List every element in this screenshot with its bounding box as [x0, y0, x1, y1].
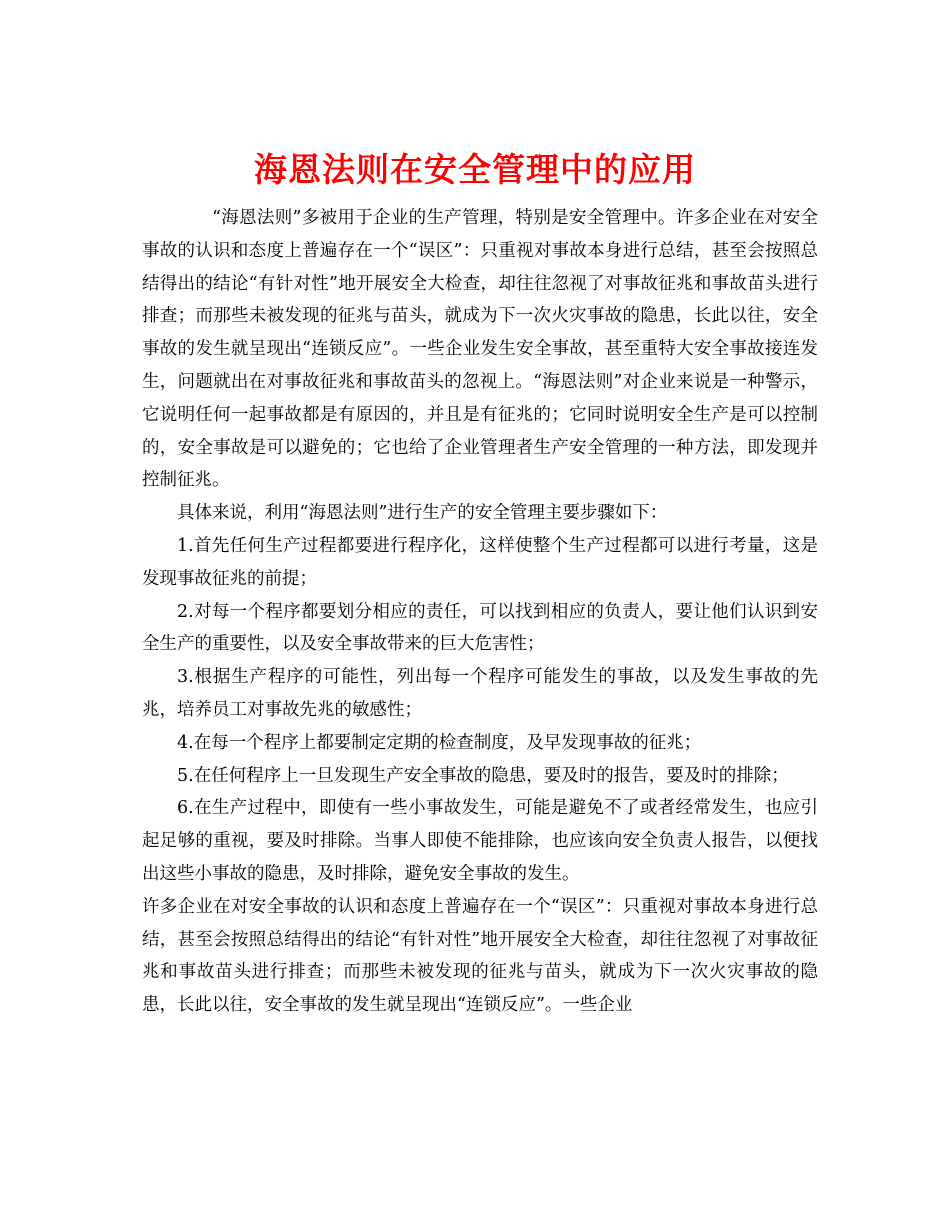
- paragraph-steps-lead: 具体来说，利用“海恩法则”进行生产的安全管理主要步骤如下：: [177, 503, 668, 524]
- list-item-step-6: 6.在生产过程中，即使有一些小事故发生，可能是避免不了或者经常发生，也应引起足够的重视，要及时排除。当事人即使不能排除，也应该向安全负责人报告，以便找出这些小事故的隐患，及时排除，避免安全事故的发生。: [142, 798, 818, 884]
- page-title: 海恩法则在安全管理中的应用: [254, 150, 696, 190]
- list-item-step-4: 4.在每一个程序上都要制定定期的检查制度，及早发现事故的征兆；: [177, 732, 702, 753]
- list-item-step-3: 3.根据生产程序的可能性，列出每一个程序可能发生的事故，以及发生事故的先兆，培养员工对事故先兆的敏感性；: [142, 667, 818, 720]
- paragraph-intro: “海恩法则”多被用于企业的生产管理，特别是安全管理中。许多企业在对安全事故的认识和态度上普遍存在一个“误区”：只重视对事故本身进行总结，甚至会按照总结得出的结论“有针对性”地开展安全大检查，却往往忽视了对事故征兆和事故苗头进行排查；而那些未被发现的征兆与苗头，就成为下一次火灾事故的隐患，长此以往，安全事故的发生就呈现出“连锁反应”。一些企业发生安全事故，甚至重特大安全事故接连发生，问题就出在对事故征兆和事故苗头的忽视上。“海恩法则”对企业来说是一种警示，它说明任何一起事故都是有原因的，并且是有征兆的；它同时说明安全生产是可以控制的，安全事故是可以避免的；它也给了企业管理者生产安全管理的一种方法，即发现并控制征兆。: [142, 208, 818, 491]
- list-item-step-2: 2.对每一个程序都要划分相应的责任，可以找到相应的负责人，要让他们认识到安全生产的重要性，以及安全事故带来的巨大危害性；: [142, 601, 818, 655]
- list-item-step-1: 1.首先任何生产过程都要进行程序化，这样使整个生产过程都可以进行考量，这是发现事故征兆的前提；: [142, 535, 818, 589]
- paragraph-repeat: 许多企业在对安全事故的认识和态度上普遍存在一个“误区”：只重视对事故本身进行总结，甚至会按照总结得出的结论“有针对性”地开展安全大检查，却往往忽视了对事故征兆和事故苗头进行排查；而那些未被发现的征兆与苗头，就成为下一次火灾事故的隐患，长此以往，安全事故的发生就呈现出“连锁反应”。一些企业: [142, 896, 818, 1016]
- list-item-step-5: 5.在任何程序上一旦发现生产安全事故的隐患，要及时的报告，要及时的排除；: [177, 765, 789, 786]
- document-body: [142, 202, 818, 1022]
